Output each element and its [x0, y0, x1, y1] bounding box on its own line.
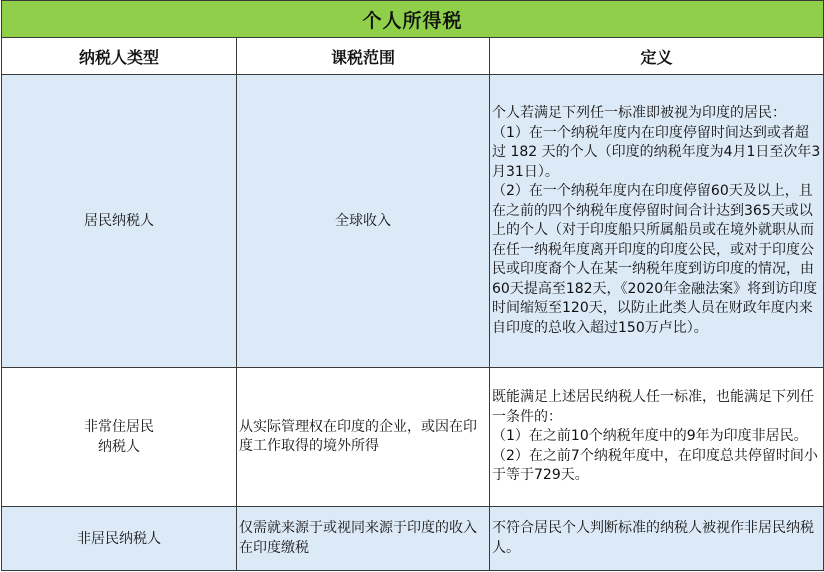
cell-type: 居民纳税人	[2, 75, 237, 368]
header-row	[2, 38, 824, 75]
cell-definition: 不符合居民个人判断标准的纳税人被视作非居民纳税人。	[490, 507, 824, 571]
header-tax-scope: 课税范围	[237, 38, 490, 75]
table-row	[2, 507, 824, 571]
cell-definition: 个人若满足下列任一标准即被视为印度的居民： （1）在一个纳税年度内在印度停留时间达到或者超过 182 天的个人（印度的纳税年度为4月1日至次年3月31日）。 （2）在一个纳税年度内在印度停留60天及以上，且在之前的四个纳税年度停留时间合计达到365天或以上的个人（对于印度船只所属船员或在境外就职从而在任一纳税年度离开印度的印度公民，或对于印度公民或印度裔个人在某一纳税年度到访印度的情况，由60天提高至182天，《2020年金融法案》将到访印度时间缩短至120天，以防止此类人员在财政年度内来自印度的总收入超过150万卢比）。	[490, 75, 824, 368]
cell-type: 非常住居民 纳税人	[2, 368, 237, 507]
cell-scope: 从实际管理权在印度的企业，或因在印度工作取得的境外所得	[237, 368, 490, 507]
header-definition: 定义	[490, 38, 824, 75]
cell-definition: 既能满足上述居民纳税人任一标准，也能满足下列任一条件的： （1）在之前10个纳税年度中的9年为印度非居民。 （2）在之前7个纳税年度中，在印度总共停留时间小于等于729天。	[490, 368, 824, 507]
cell-type: 非居民纳税人	[2, 507, 237, 571]
header-taxpayer-type: 纳税人类型	[2, 38, 237, 75]
tax-table	[1, 0, 824, 571]
cell-scope: 全球收入	[237, 75, 490, 368]
title-row	[2, 1, 824, 38]
table-row	[2, 368, 824, 507]
table-row	[2, 75, 824, 368]
table-title: 个人所得税	[2, 1, 824, 38]
cell-scope: 仅需就来源于或视同来源于印度的收入在印度缴税	[237, 507, 490, 571]
